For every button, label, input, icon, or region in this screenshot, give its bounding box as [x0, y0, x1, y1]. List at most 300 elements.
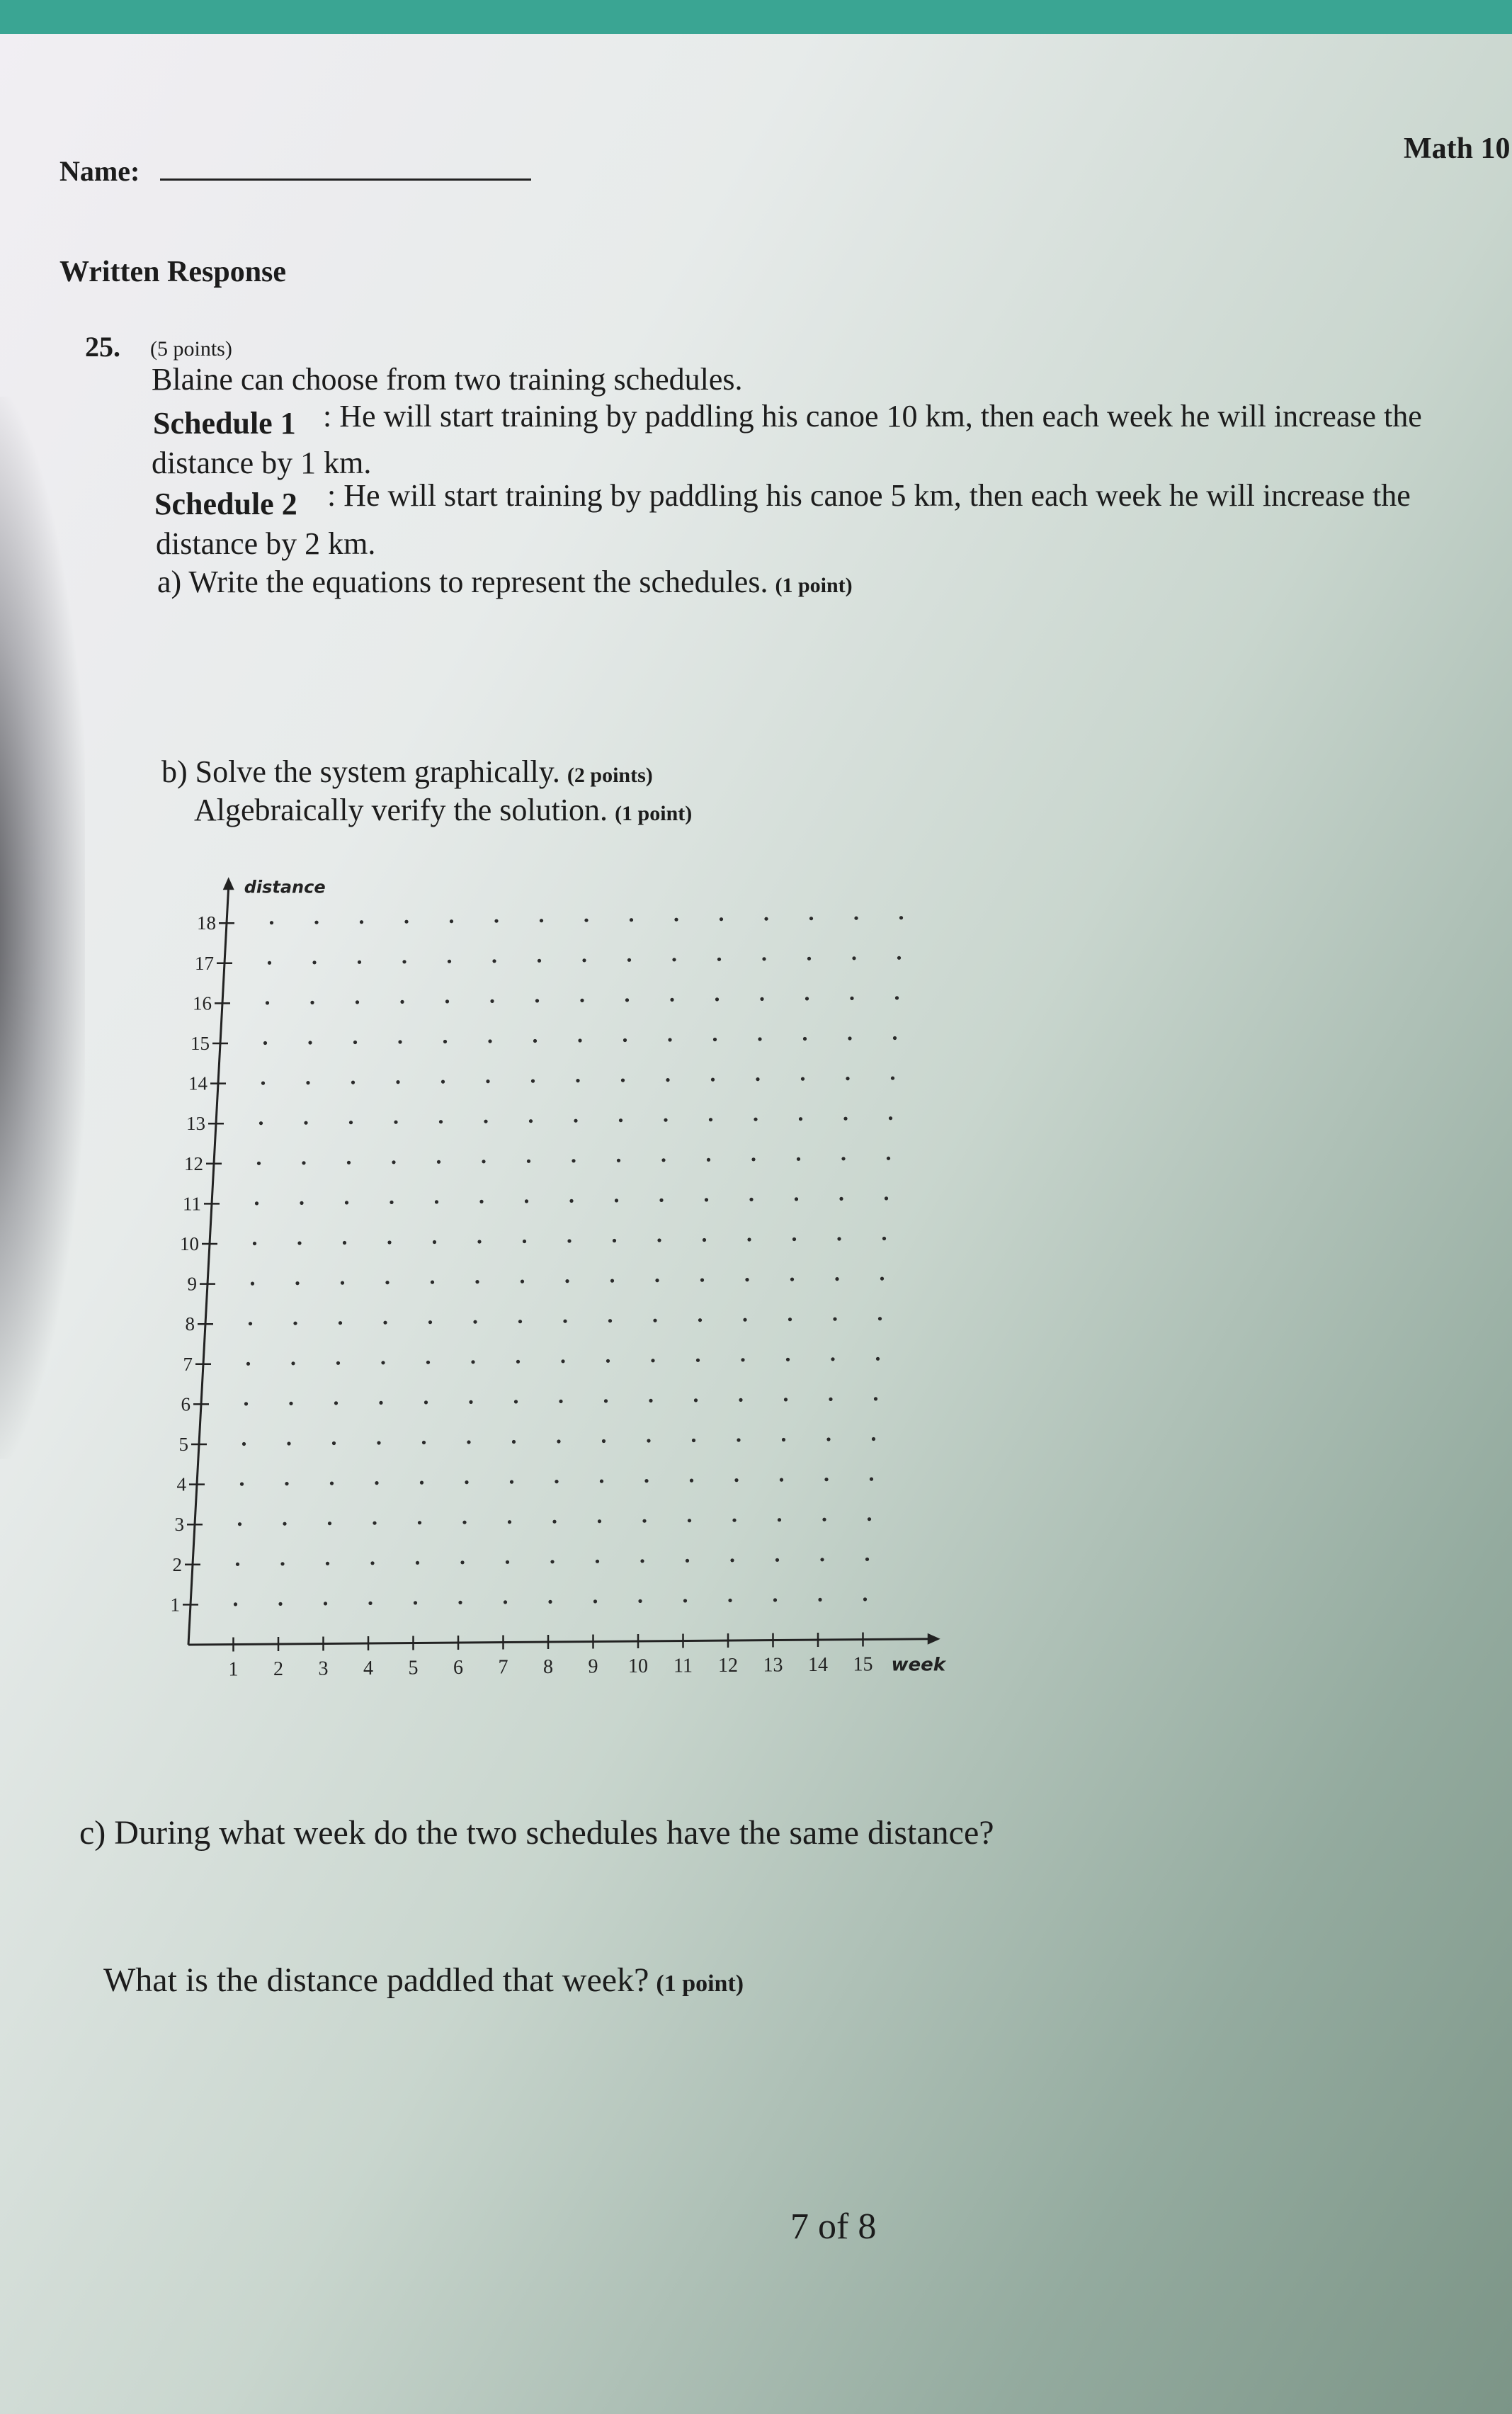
- grid-dot: [518, 1320, 522, 1323]
- grid-dot: [504, 1600, 507, 1604]
- x-tick-label: 10: [628, 1655, 648, 1677]
- grid-dot: [760, 997, 763, 1001]
- grid-dot: [659, 1198, 663, 1202]
- grid-dot: [268, 961, 271, 965]
- y-tick-label: 17: [195, 952, 214, 974]
- grid-dot: [882, 1237, 886, 1240]
- grid-dot: [240, 1483, 244, 1486]
- grid-dot: [548, 1600, 552, 1604]
- grid-dot: [402, 960, 406, 963]
- grid-dot: [874, 1397, 877, 1400]
- grid-dot: [302, 1161, 305, 1164]
- grid-dot: [242, 1442, 246, 1446]
- grid-dot: [347, 1161, 351, 1164]
- grid-dot: [390, 1201, 393, 1204]
- grid-dot: [353, 1041, 357, 1044]
- grid-dot: [640, 1559, 644, 1563]
- name-label: Name:: [59, 155, 140, 187]
- grid-dot: [574, 1119, 577, 1123]
- grid-dot: [784, 1398, 788, 1401]
- x-tick-label: 13: [763, 1654, 783, 1677]
- grid-dot: [848, 1036, 851, 1040]
- grid-dot: [876, 1357, 880, 1361]
- grid-dot: [310, 1001, 314, 1004]
- grid-dot: [477, 1240, 481, 1243]
- grid-dot: [488, 1039, 491, 1043]
- grid-dot: [525, 1199, 528, 1203]
- grid-dot: [334, 1401, 338, 1405]
- grid-dot: [300, 1201, 303, 1205]
- grid-dot: [387, 1240, 391, 1244]
- grid-dot: [385, 1281, 389, 1284]
- grid-dot: [287, 1441, 290, 1445]
- grid-dot: [508, 1520, 511, 1524]
- part-d-points: (1 point): [656, 1971, 744, 1997]
- grid-dot: [868, 1517, 871, 1521]
- grid-dot: [741, 1358, 744, 1361]
- grid-dot: [506, 1560, 509, 1564]
- grid-dot: [758, 1037, 761, 1041]
- x-tick-label: 12: [718, 1655, 738, 1677]
- grid-dot: [786, 1358, 790, 1361]
- grid-dot: [492, 959, 496, 963]
- grid-dot: [865, 1558, 869, 1561]
- grid-dot: [304, 1121, 307, 1125]
- grid-dot: [751, 1157, 755, 1161]
- grid-dot: [805, 997, 809, 1000]
- grid-dot: [261, 1082, 265, 1085]
- y-tick-label: 18: [197, 912, 216, 934]
- x-tick-label: 5: [408, 1657, 419, 1679]
- grid-dot: [238, 1522, 241, 1526]
- x-tick-label: 15: [853, 1653, 873, 1676]
- grid-dot: [370, 1561, 374, 1565]
- grid-dot: [572, 1159, 575, 1162]
- grid-dot: [619, 1118, 623, 1122]
- grid-dot: [610, 1279, 614, 1283]
- grid-dot: [617, 1159, 620, 1162]
- grid-dot: [479, 1200, 483, 1203]
- grid-dot: [625, 998, 629, 1002]
- grid-dot: [717, 958, 721, 961]
- grid-dot: [889, 1116, 892, 1120]
- grid-dot: [253, 1242, 256, 1245]
- grid-dot: [822, 1518, 826, 1522]
- grid-dot: [527, 1160, 530, 1163]
- grid-dot: [756, 1077, 759, 1081]
- grid-dot: [895, 996, 899, 999]
- grid-dot: [293, 1322, 297, 1325]
- schedule-2-text: : He will start training by paddling his canoe 5 km, then each week he will increase the: [327, 478, 1411, 513]
- grid-dot: [375, 1481, 378, 1485]
- grid-dot: [343, 1241, 346, 1245]
- grid-dot: [655, 1279, 659, 1282]
- grid-dot: [521, 1280, 524, 1284]
- grid-dot: [688, 1519, 691, 1522]
- grid-dot: [494, 919, 498, 923]
- grid-dot: [713, 1038, 717, 1041]
- grid-dot: [396, 1080, 399, 1084]
- grid-dot: [700, 1279, 704, 1282]
- x-tick-label: 4: [363, 1658, 373, 1679]
- grid-dot: [285, 1482, 288, 1485]
- grid-dot: [437, 1160, 440, 1164]
- grid-dot: [608, 1319, 612, 1322]
- grid-dot: [563, 1320, 567, 1323]
- grid-dot: [529, 1119, 533, 1123]
- grid-dot: [686, 1559, 689, 1563]
- grid-dots: [234, 916, 903, 1606]
- grid-dot: [623, 1038, 627, 1042]
- grid-dot: [775, 1558, 779, 1562]
- grid-dot: [414, 1601, 417, 1604]
- grid-dot: [795, 1197, 798, 1201]
- y-tick-label: 11: [183, 1193, 201, 1215]
- part-b-verify-points: (1 point): [615, 802, 693, 825]
- grid-dot: [328, 1522, 331, 1525]
- grid-dot: [236, 1563, 239, 1566]
- grid-dot: [773, 1598, 777, 1602]
- grid-dot: [257, 1162, 261, 1165]
- grid-dot: [550, 1560, 554, 1563]
- grid-dot: [837, 1237, 841, 1240]
- grid-dot: [458, 1601, 462, 1604]
- grid-dot: [314, 921, 318, 924]
- grid-dot: [538, 959, 541, 963]
- grid-dot: [289, 1402, 292, 1405]
- grid-dot: [711, 1078, 715, 1082]
- grid-dot: [705, 1198, 708, 1201]
- grid-dot: [424, 1400, 428, 1404]
- grid-dot: [749, 1198, 753, 1201]
- grid-dot: [490, 999, 494, 1003]
- grid-dot: [818, 1598, 822, 1602]
- grid-dot: [728, 1599, 732, 1602]
- grid-dot: [392, 1160, 395, 1164]
- grid-dot: [598, 1519, 601, 1523]
- part-a-text: a) Write the equations to represent the schedules.: [157, 565, 768, 599]
- grid-dot: [561, 1359, 564, 1363]
- grid-dot: [445, 999, 449, 1003]
- grid-dot: [291, 1361, 295, 1365]
- grid-dot: [450, 919, 453, 923]
- section-title: Written Response: [59, 256, 287, 288]
- grid-dot: [431, 1281, 434, 1284]
- grid-dot: [854, 917, 858, 920]
- x-tick-label: 9: [588, 1655, 598, 1678]
- grid-dot: [433, 1240, 436, 1244]
- grid-dot: [584, 919, 588, 922]
- grid-dot: [707, 1158, 710, 1162]
- grid-dot: [899, 916, 903, 919]
- grid-dot: [891, 1077, 894, 1080]
- grid-dot: [514, 1400, 518, 1403]
- grid-dot: [715, 997, 719, 1001]
- part-a-points: (1 point): [775, 574, 853, 597]
- grid-dot: [621, 1079, 625, 1082]
- grid-dot: [897, 956, 901, 960]
- y-tick-label: 3: [174, 1514, 184, 1536]
- grid-dot: [535, 999, 539, 1002]
- x-axis-line: [188, 1639, 931, 1645]
- x-tick-label: 6: [453, 1657, 463, 1679]
- page-number: 7 of 8: [790, 2206, 877, 2247]
- grid-dot: [404, 920, 408, 924]
- y-axis-arrow: [223, 877, 234, 890]
- y-axis-label: distance: [244, 877, 326, 897]
- grid-dot: [778, 1518, 781, 1522]
- grid-dot: [578, 1038, 581, 1042]
- grid-dot: [531, 1080, 535, 1083]
- grid-dot: [306, 1081, 309, 1084]
- grid-dot: [557, 1439, 560, 1443]
- grid-dot: [283, 1522, 286, 1526]
- y-tick-label: 1: [170, 1594, 180, 1616]
- grid-dot: [280, 1562, 284, 1565]
- grid-dot: [339, 1321, 342, 1325]
- grid-dot: [600, 1480, 603, 1483]
- grid-dot: [863, 1597, 867, 1601]
- y-tick-label: 7: [183, 1353, 193, 1375]
- y-tick-label: 16: [193, 992, 212, 1014]
- grid-dot: [516, 1360, 520, 1364]
- grid-dot: [843, 1117, 847, 1121]
- x-tick-label: 7: [498, 1656, 508, 1679]
- grid-dot: [803, 1037, 807, 1041]
- grid-dot: [739, 1398, 742, 1402]
- grid-dot: [593, 1599, 597, 1603]
- x-tick-label: 14: [808, 1654, 828, 1676]
- grid-dot: [647, 1439, 650, 1442]
- grid-dot: [782, 1438, 785, 1441]
- grid-dot: [833, 1318, 836, 1321]
- grid-dot: [661, 1158, 665, 1162]
- grid-dot: [692, 1439, 695, 1442]
- x-axis-label: week: [891, 1654, 946, 1676]
- grid-dot: [358, 960, 361, 964]
- part-c: c) During what week do the two schedules have the same distance?: [79, 1814, 994, 1852]
- grid-dot: [565, 1279, 569, 1283]
- grid-dot: [627, 958, 631, 962]
- grid-dot: [471, 1360, 474, 1364]
- y-tick-label: 14: [188, 1072, 208, 1094]
- grid-dot: [259, 1121, 263, 1125]
- grid-dot: [336, 1361, 340, 1365]
- grid-dot: [826, 1437, 830, 1441]
- grid-dot: [613, 1239, 616, 1242]
- grid-dot: [582, 958, 586, 962]
- grid-dot: [418, 1521, 421, 1524]
- grid-dot: [732, 1519, 736, 1522]
- grid-dot: [330, 1482, 334, 1485]
- grid-dot: [360, 920, 363, 924]
- grid-dot: [674, 918, 678, 922]
- grid-dot: [870, 1478, 873, 1481]
- grid-dot: [580, 999, 584, 1002]
- grid-dot: [846, 1077, 849, 1080]
- grid-dot: [435, 1200, 438, 1203]
- grid-dot: [747, 1237, 751, 1241]
- grid-dot: [672, 958, 676, 961]
- grid-dot: [754, 1118, 757, 1121]
- grid-dot: [569, 1199, 573, 1203]
- y-tick-label: 13: [186, 1113, 205, 1135]
- grid-dot: [885, 1196, 888, 1200]
- grid-dot: [630, 918, 633, 922]
- grid-dot: [596, 1560, 599, 1563]
- grid-dot: [820, 1558, 824, 1561]
- grid-dot: [373, 1522, 376, 1525]
- grid-dot: [351, 1081, 355, 1084]
- grid-dot: [698, 1318, 702, 1322]
- x-tick-label: 1: [228, 1658, 239, 1681]
- grid-dot: [460, 1560, 464, 1564]
- question-intro: Blaine can choose from two training schedules.: [152, 362, 743, 397]
- schedule-2-label: Schedule 2: [154, 487, 297, 521]
- grid-dot: [263, 1041, 267, 1045]
- grid-dot: [297, 1241, 301, 1245]
- grid-dot: [400, 1000, 404, 1004]
- grid-dot: [839, 1197, 843, 1201]
- grid-dot: [540, 919, 543, 922]
- grid-dot: [852, 956, 856, 960]
- schedule-1-label: Schedule 1: [153, 406, 296, 441]
- schedule-2-continuation: distance by 2 km.: [156, 526, 376, 561]
- grid-dot: [512, 1440, 516, 1444]
- grid-dot: [604, 1399, 608, 1402]
- grid-dot: [394, 1121, 397, 1124]
- grid-dot: [398, 1040, 402, 1043]
- grid-dot: [651, 1359, 654, 1362]
- y-tick-label: 15: [191, 1033, 210, 1054]
- question-points: (5 points): [150, 337, 232, 361]
- grid-dot: [308, 1041, 312, 1044]
- grid-dot: [788, 1318, 792, 1321]
- grid-dot: [734, 1478, 738, 1482]
- x-tick-label: 2: [273, 1658, 283, 1680]
- grid-dot: [831, 1357, 834, 1361]
- y-tick-label: 4: [176, 1473, 186, 1495]
- grid-dot: [824, 1478, 828, 1481]
- grid-dot: [720, 917, 723, 921]
- grid-dot: [475, 1280, 479, 1284]
- grid-dot: [426, 1361, 430, 1364]
- grid-dot: [552, 1520, 556, 1524]
- y-tick-label: 10: [180, 1233, 199, 1254]
- grid-dot: [737, 1438, 740, 1441]
- grid-dot: [439, 1120, 443, 1123]
- grid-dot: [880, 1277, 884, 1281]
- grid-dot: [379, 1401, 382, 1405]
- grid-dot: [270, 921, 273, 924]
- grid-dot: [383, 1321, 387, 1325]
- graph-axes: [185, 877, 940, 1645]
- grid-dot: [533, 1039, 537, 1043]
- grid-dot: [486, 1080, 489, 1083]
- grid-dot: [690, 1479, 693, 1483]
- grid-dot: [266, 1001, 269, 1004]
- grid-dot: [792, 1237, 796, 1241]
- grid-dot: [443, 1040, 447, 1043]
- grid-dot: [448, 960, 451, 963]
- grid-dot: [730, 1558, 734, 1562]
- y-axis-ticks: [171, 912, 235, 1615]
- grid-dot: [510, 1480, 513, 1484]
- grid-dot: [638, 1599, 642, 1603]
- y-tick-label: 12: [184, 1152, 203, 1174]
- grid-dot: [356, 1000, 359, 1004]
- grid-dot: [312, 960, 316, 964]
- x-axis-arrow: [928, 1633, 940, 1645]
- grid-dot: [657, 1238, 661, 1242]
- y-tick-label: 8: [185, 1313, 195, 1335]
- schedule-1-text: : He will start training by paddling his canoe 10 km, then each week he will increase the: [323, 399, 1422, 434]
- grid-dot: [332, 1441, 336, 1445]
- grid-dot: [799, 1117, 802, 1121]
- grid-dot: [251, 1282, 254, 1286]
- grid-dot: [462, 1521, 466, 1524]
- grid-dot: [683, 1599, 687, 1602]
- grid-dot: [324, 1602, 327, 1605]
- grid-dot: [428, 1320, 432, 1324]
- grid-dot: [850, 997, 853, 1000]
- part-b-verify-text: Algebraically verify the solution.: [194, 793, 608, 827]
- grid-dot: [801, 1077, 805, 1081]
- grid-dot: [234, 1602, 237, 1606]
- grid-dot: [326, 1562, 329, 1565]
- y-tick-label: 6: [181, 1393, 191, 1415]
- grid-dot: [484, 1120, 487, 1123]
- grid-dot: [745, 1278, 749, 1281]
- grid-dot: [893, 1036, 897, 1040]
- part-d: [103, 1961, 744, 2000]
- grid-dot: [694, 1398, 698, 1402]
- grid-dot: [555, 1480, 558, 1483]
- grid-dot: [377, 1441, 380, 1444]
- grid-dot: [666, 1078, 669, 1082]
- x-tick-label: 8: [543, 1656, 553, 1678]
- grid-dot: [872, 1437, 875, 1441]
- grid-dot: [341, 1281, 344, 1285]
- grid-dot: [642, 1519, 646, 1523]
- x-tick-label: 3: [318, 1658, 329, 1680]
- grid-dot: [807, 957, 811, 960]
- schedule-1-continuation: distance by 1 km.: [152, 446, 372, 480]
- grid-dot: [523, 1240, 526, 1243]
- grid-dot: [696, 1359, 700, 1362]
- grid-dot: [703, 1238, 706, 1242]
- grid-dot: [841, 1157, 845, 1160]
- grid-dot: [295, 1281, 299, 1285]
- question-number: 25.: [85, 331, 120, 363]
- part-b-text: b) Solve the system graphically.: [161, 754, 560, 789]
- grid-dot: [780, 1478, 783, 1482]
- grid-dot: [278, 1602, 282, 1606]
- part-b-points: (2 points): [567, 764, 653, 787]
- grid-dot: [664, 1118, 667, 1122]
- grid-dot: [606, 1359, 610, 1363]
- grid-dot: [576, 1079, 579, 1082]
- grid-dot: [797, 1157, 800, 1161]
- grid-dot: [381, 1361, 385, 1364]
- grid-dot: [668, 1038, 671, 1041]
- course-title: Math 10: [1404, 132, 1511, 165]
- grid-dot: [467, 1440, 470, 1444]
- grid-dot: [420, 1481, 424, 1485]
- grid-dot: [249, 1322, 252, 1325]
- grid-dot: [653, 1319, 656, 1322]
- part-d-text: What is the distance paddled that week?: [103, 1961, 649, 1999]
